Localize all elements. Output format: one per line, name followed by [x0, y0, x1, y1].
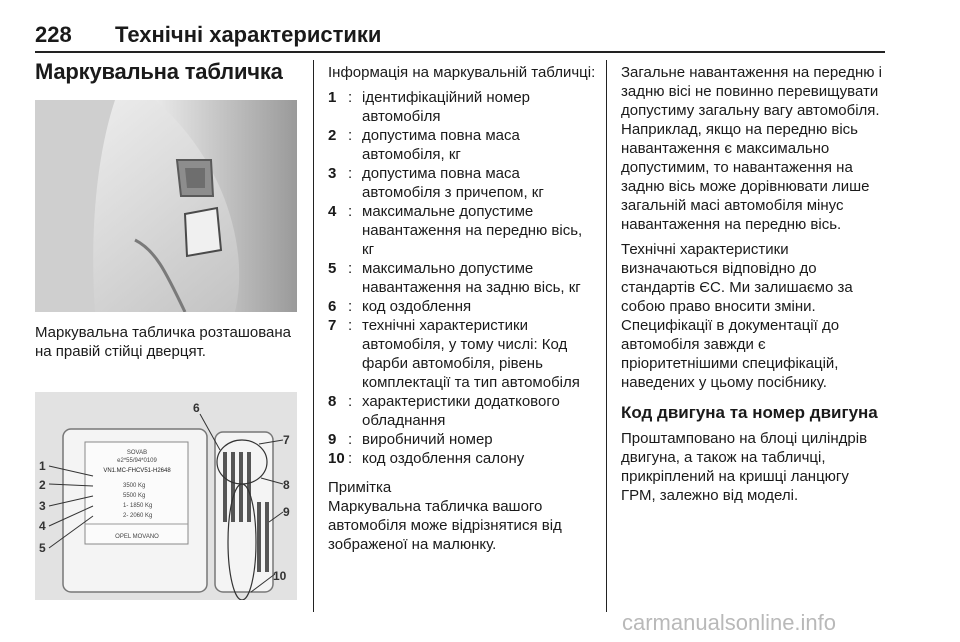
list-item: 10 : код оздоблення салону — [328, 449, 598, 468]
photo-caption — [35, 323, 300, 361]
callout-7: 7 — [283, 433, 290, 447]
list-item: 7 : технічні характеристики автомобіля, у тому числі: Код фарби автомобіля, рівень комплектації та тип автомобіля — [328, 316, 598, 392]
column-divider-1 — [313, 60, 314, 612]
item-text: максимально допустиме навантаження на задню вісь, кг — [362, 260, 581, 296]
list-item: 9 : виробничий номер — [328, 430, 598, 449]
item-text: максимальне допустиме навантаження на передню вісь, кг — [362, 203, 583, 258]
list-item: 4 : максимальне допустиме навантаження на передню вісь, кг — [328, 202, 598, 259]
callout-1: 1 — [39, 459, 46, 473]
plate-line-4: 3500 Kg — [123, 483, 146, 489]
column-2 — [328, 63, 598, 554]
caption-text: Маркувальна табличка розташована на правій стійці дверцят. — [35, 324, 291, 360]
item-number: 4 — [328, 203, 337, 220]
item-text: код оздоблення салону — [362, 450, 525, 467]
item-number: 7 — [328, 317, 337, 334]
callout-10: 10 — [273, 569, 287, 583]
column-3 — [621, 63, 886, 511]
plate-info-list — [328, 88, 598, 468]
door-pillar-photo — [35, 100, 297, 312]
column-divider-2 — [606, 60, 607, 612]
list-item: 5 : максимально допустиме навантаження на задню вісь, кг — [328, 259, 598, 297]
item-text: технічні характеристики автомобіля, у тому числі: Код фарби автомобіля, рівень комплектації та тип автомобіля — [362, 317, 580, 391]
list-item: 3 : допустима повна маса автомобіля з причепом, кг — [328, 164, 598, 202]
plate-line-2: e2*55/94*0109 — [117, 458, 157, 464]
callout-9: 9 — [283, 505, 290, 519]
item-number: 9 — [328, 431, 337, 448]
item-text: допустима повна маса автомобіля з причепом, кг — [362, 165, 544, 201]
item-number: 5 — [328, 260, 337, 277]
section-title: Маркувальна табличка — [35, 59, 283, 84]
callout-2: 2 — [39, 478, 46, 492]
engine-code-heading: Код двигуна та номер двигуна — [621, 403, 878, 422]
plate-line-1: SOVAB — [126, 450, 148, 456]
header-rule — [35, 51, 885, 53]
engine-code-paragraph: Проштамповано на блоці циліндрів двигуна, а також на табличці, прикріплений на кришці ланцюгу ГРМ, залежно від моделі. — [621, 430, 868, 504]
page-number: 228 — [35, 22, 72, 47]
note-block — [328, 478, 598, 554]
list-item: 6 : код оздоблення — [328, 297, 598, 316]
running-title: Технічні характеристики — [115, 22, 382, 47]
note-title: Примітка — [328, 479, 392, 496]
note-text: Маркувальна табличка вашого автомобіля може відрізнятися від зображеної на малюнку. — [328, 498, 562, 553]
plate-diagram — [35, 392, 297, 600]
callout-5: 5 — [39, 541, 46, 555]
list-item: 1 : ідентифікаційний номер автомобіля — [328, 88, 598, 126]
plate-line-7: 2- 2060 Kg — [123, 513, 153, 519]
axle-load-paragraph: Загальне навантаження на передню і задню вісі не повинно перевищувати допустиму загальну вагу автомобіля. Наприклад, якщо на передню вісь навантаження є максимально допустимим, то навантаження на задню вісь може дорівнювати лише загальній масі автомобіля мінус навантаження на передню вісь. — [621, 64, 882, 233]
item-number: 8 — [328, 393, 337, 410]
plate-line-5: 5500 Kg — [123, 493, 146, 499]
item-number: 2 — [328, 127, 337, 144]
item-number: 10 — [328, 450, 345, 467]
callout-8: 8 — [283, 478, 290, 492]
callout-3: 3 — [39, 499, 46, 513]
item-text: виробничий номер — [362, 431, 493, 448]
item-text: код оздоблення — [362, 298, 472, 315]
plate-line-8: OPEL MOVANO — [115, 534, 159, 540]
list-item: 8 : характеристики додаткового обладнання — [328, 392, 598, 430]
column-1 — [35, 58, 300, 86]
plate-line-3: VN1.MC-FHCV51-H2648 — [103, 468, 171, 474]
callout-4: 4 — [39, 519, 46, 533]
page-header — [35, 22, 885, 52]
list-item: 2 : допустима повна маса автомобіля, кг — [328, 126, 598, 164]
item-text: характеристики додаткового обладнання — [362, 393, 560, 429]
plate-line-6: 1- 1850 Kg — [123, 503, 153, 509]
specs-paragraph: Технічні характеристики визначаються відповідно до стандартів ЄС. Ми залишаємо за собою право вносити зміни. Специфікації в документації до автомобіля завжди є пріоритетнішими специфікацій, наведених у цьому посібнику. — [621, 241, 853, 391]
callout-6: 6 — [193, 401, 200, 415]
item-number: 3 — [328, 165, 337, 182]
list-intro: Інформація на маркувальній табличці: — [328, 64, 596, 81]
item-number: 6 — [328, 298, 337, 315]
item-number: 1 — [328, 89, 337, 106]
item-text: ідентифікаційний номер автомобіля — [362, 89, 531, 125]
watermark: carmanualsonline.info — [622, 610, 837, 635]
item-text: допустима повна маса автомобіля, кг — [362, 127, 520, 163]
